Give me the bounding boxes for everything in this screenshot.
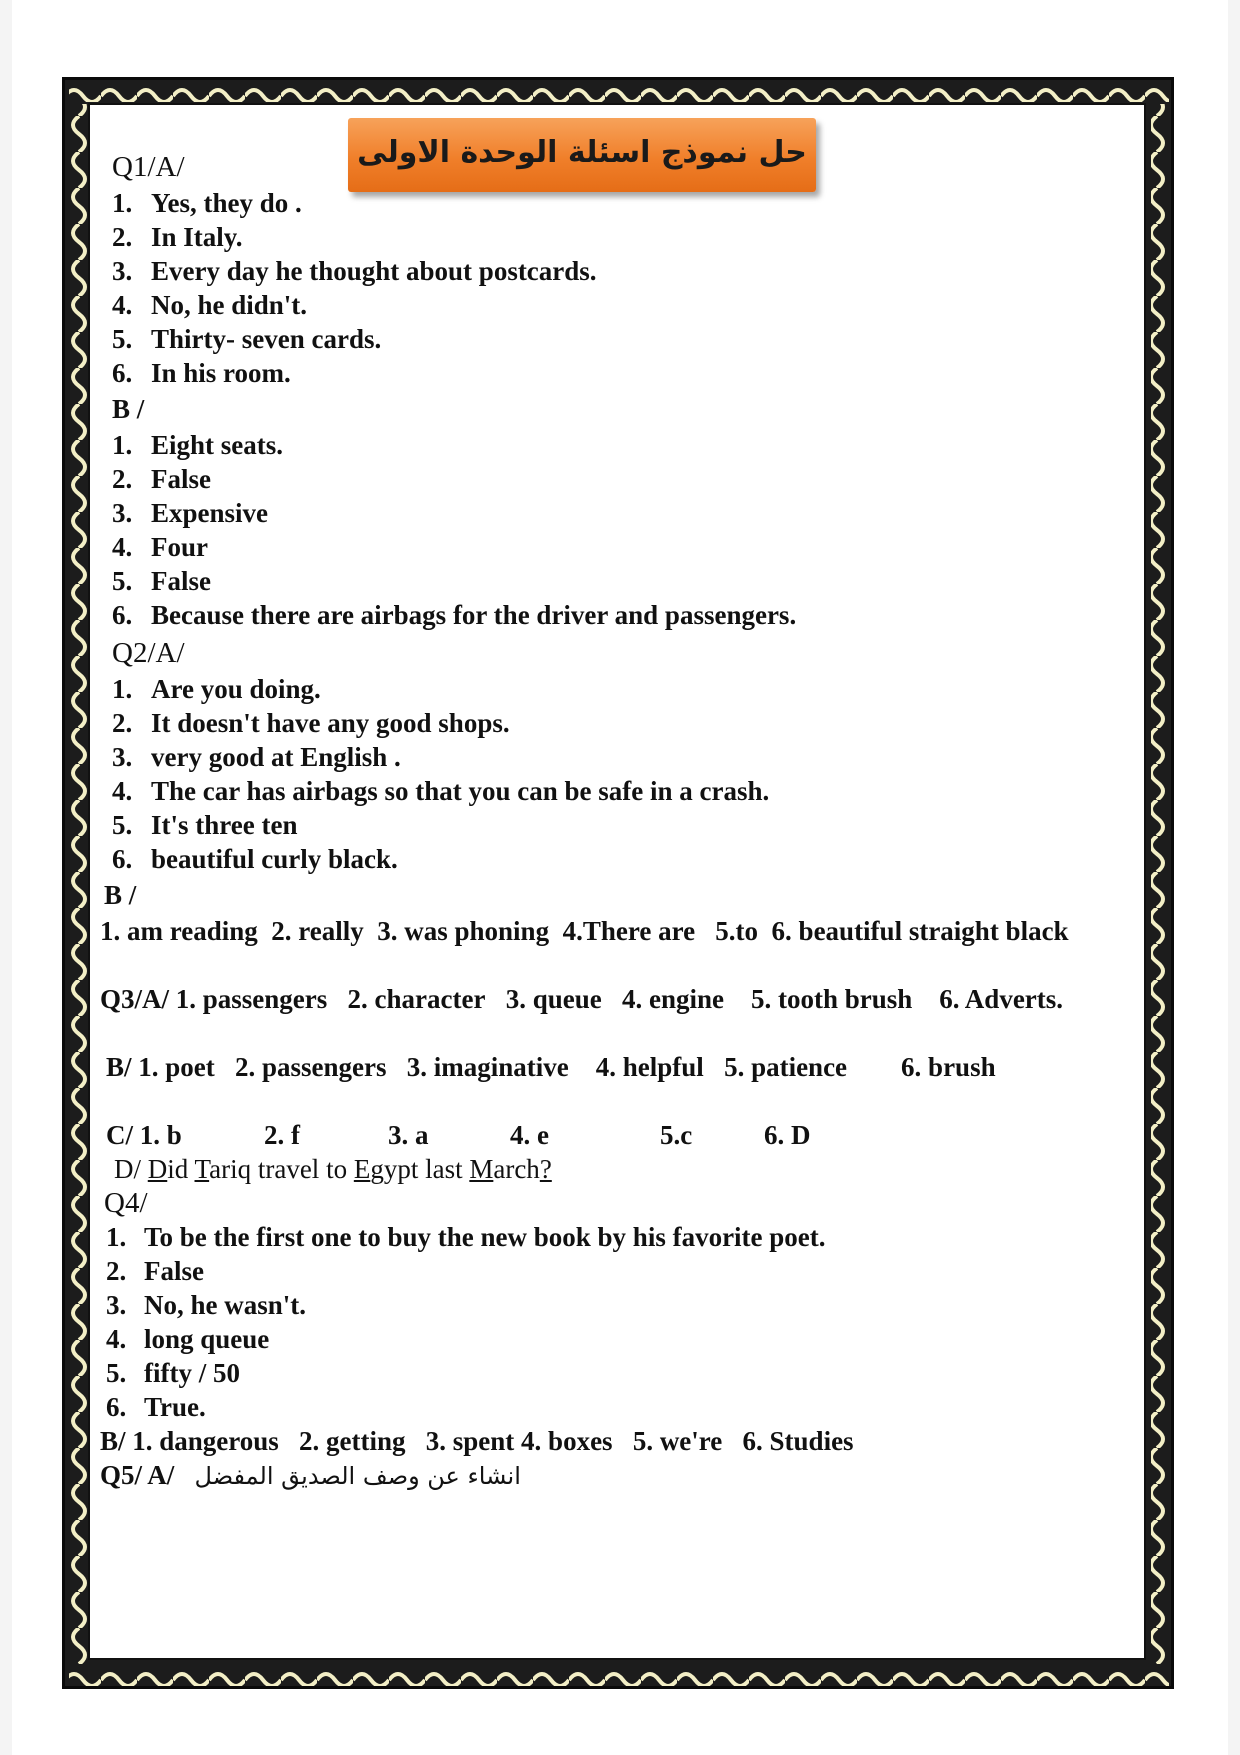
q2-a-label: Q2/A/ <box>112 637 185 669</box>
list-item: 5. fifty / 50 <box>106 1358 240 1388</box>
q3-c-item: 5.c <box>660 1120 693 1150</box>
q2-b-label: B / <box>104 880 137 910</box>
list-item: 4. The car has airbags so that you can be safe in a crash. <box>112 776 770 806</box>
q3-c-item: 3. a <box>388 1120 429 1150</box>
list-item: 1. Are you doing. <box>112 674 321 704</box>
list-item: 6. beautiful curly black. <box>112 844 398 874</box>
list-item: 4. Four <box>112 532 208 562</box>
q5-line: Q5/ A/ انشاء عن وصف الصديق المفضل <box>100 1460 521 1490</box>
list-item: 1. Eight seats. <box>112 430 284 460</box>
banner-title: حل نموذج اسئلة الوحدة الاولى <box>357 135 807 170</box>
q4-label: Q4/ <box>104 1187 148 1219</box>
q3-b-line: B/ 1. poet 2. passengers 3. imaginative 4. helpful 5. patience 6. brush <box>106 1052 996 1082</box>
list-item: 2. False <box>112 464 211 494</box>
q3-c-item: 4. e <box>510 1120 549 1150</box>
list-item: 2. In Italy. <box>112 222 243 252</box>
title-banner <box>348 118 816 192</box>
q4-b-line: B/ 1. dangerous 2. getting 3. spent 4. boxes 5. we're 6. Studies <box>100 1426 854 1456</box>
list-item: 2. It doesn't have any good shops. <box>112 708 510 738</box>
list-item: 6. Because there are airbags for the driver and passengers. <box>112 600 797 630</box>
list-item: 1. Yes, they do . <box>112 188 302 218</box>
q3-c-item: 2. f <box>264 1120 300 1150</box>
list-item: 1. To be the first one to buy the new book by his favorite poet. <box>106 1222 826 1252</box>
q3-c-line: C/ 1. b <box>106 1120 182 1150</box>
list-item: 4. long queue <box>106 1324 270 1354</box>
list-item: 3. very good at English . <box>112 742 401 772</box>
list-item: 6. In his room. <box>112 358 291 388</box>
list-item: 3. Every day he thought about postcards. <box>112 256 597 286</box>
list-item: 3. Expensive <box>112 498 269 528</box>
list-item: 5. False <box>112 566 211 596</box>
list-item: 2. False <box>106 1256 204 1286</box>
list-item: 3. No, he wasn't. <box>106 1290 307 1320</box>
list-item: 6. True. <box>106 1392 206 1422</box>
q3-c-item: 6. D <box>764 1120 811 1150</box>
q3-a-line: Q3/A/ 1. passengers 2. character 3. queue 4. engine 5. tooth brush 6. Adverts. <box>100 984 1064 1014</box>
q2-b-line: 1. am reading 2. really 3. was phoning 4.There are 5.to 6. beautiful straight black <box>100 916 1069 946</box>
list-item: 5. It's three ten <box>112 810 298 840</box>
q3-d-line: D/ Did Tariq travel to Egypt last March? <box>114 1154 552 1184</box>
q1-a-label: Q1/A/ <box>112 151 185 183</box>
q1-b-label: B / <box>112 394 145 424</box>
list-item: 5. Thirty- seven cards. <box>112 324 382 354</box>
list-item: 4. No, he didn't. <box>112 290 308 320</box>
